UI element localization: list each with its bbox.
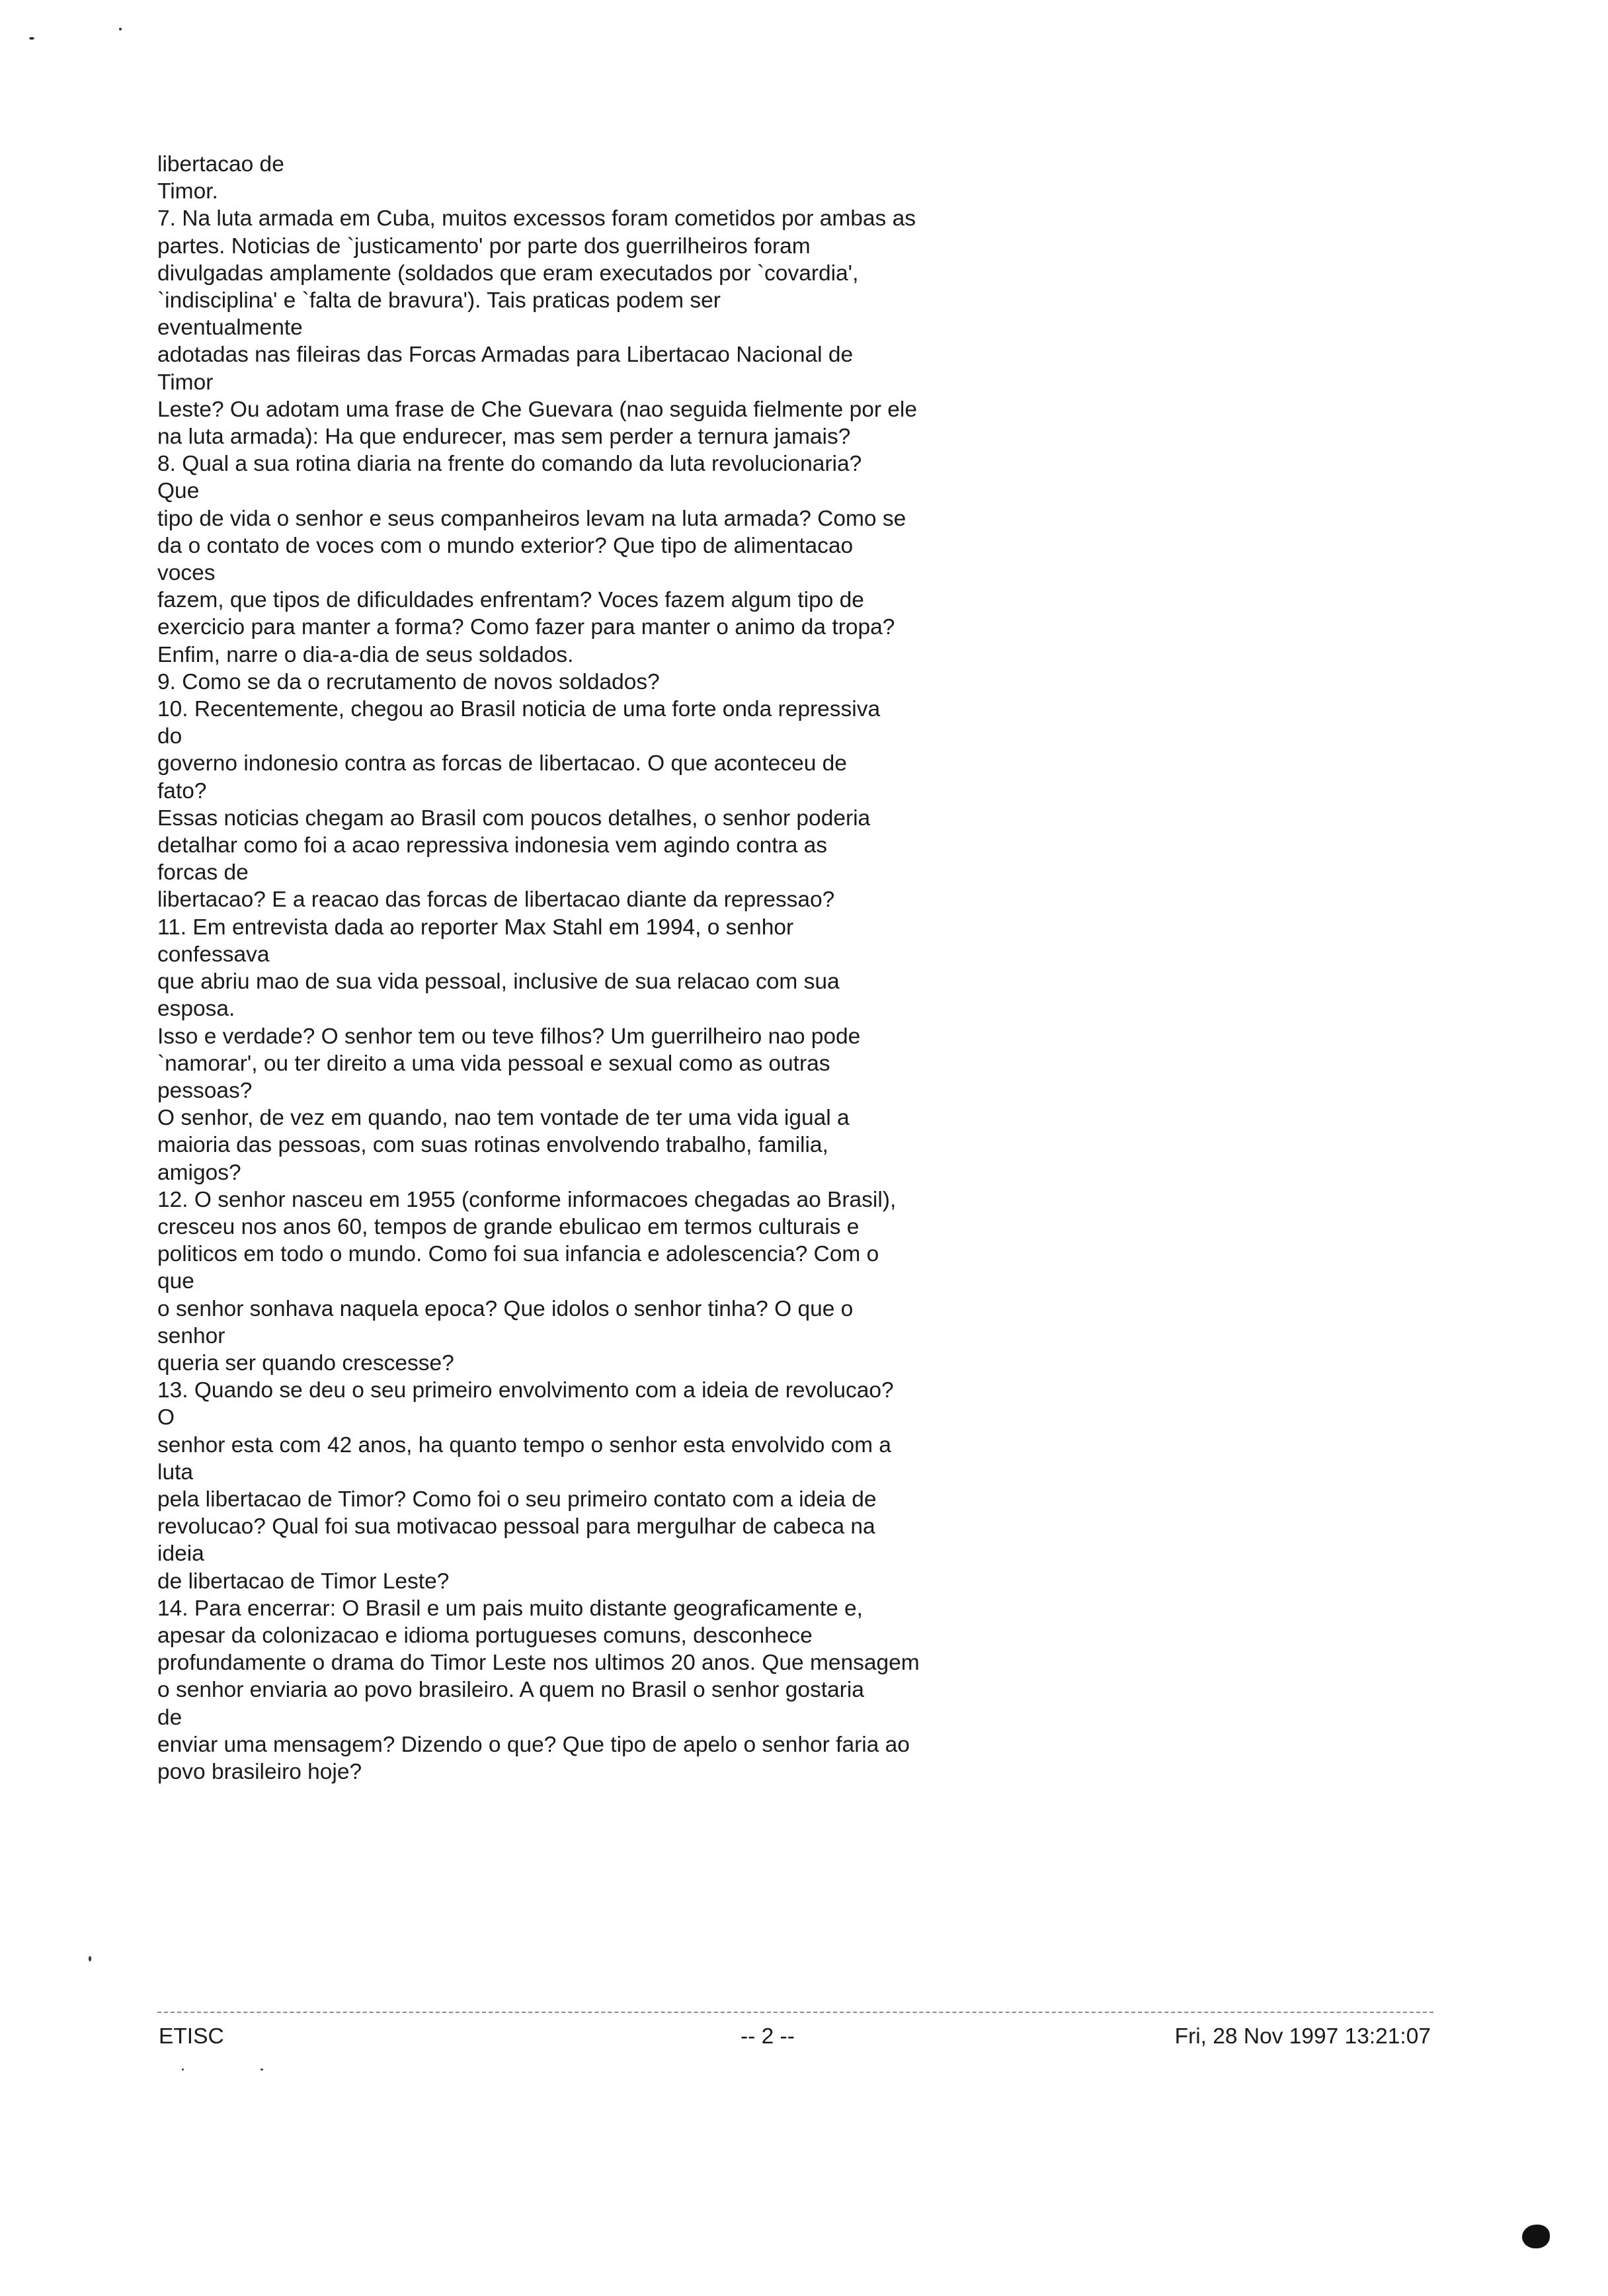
text-line: senhor esta com 42 anos, ha quanto tempo o senhor esta envolvido com a: [157, 1432, 891, 1457]
text-line: tipo de vida o senhor e seus companheiros levam na luta armada? Como se: [157, 506, 906, 531]
text-line: amigos?: [157, 1160, 241, 1185]
page-number: -- 2 --: [741, 2024, 795, 2049]
text-line: ideia: [157, 1541, 204, 1567]
text-line: adotadas nas fileiras das Forcas Armadas para Libertacao Nacional de: [157, 343, 854, 368]
scan-speck: [182, 2069, 184, 2070]
text-line: 14. Para encerrar: O Brasil e um pais muito distante geograficamente e,: [157, 1596, 863, 1621]
scan-speck: [261, 2069, 263, 2070]
text-line: partes. Noticias de `justicamento' por parte dos guerrilheiros foram: [157, 233, 811, 259]
text-line: Enfim, narre o dia-a-dia de seus soldados.: [157, 642, 574, 667]
text-line: 11. Em entrevista dada ao reporter Max Stahl em 1994, o senhor: [157, 915, 794, 940]
text-line: 8. Qual a sua rotina diaria na frente do comando da luta revolucionaria?: [157, 452, 862, 477]
text-line: apesar da colonizacao e idioma portugueses comuns, desconhece: [157, 1623, 813, 1648]
text-line: forcas de: [157, 860, 249, 885]
text-line: na luta armada): Ha que endurecer, mas sem perder a ternura jamais?: [157, 425, 851, 450]
text-line: o senhor enviaria ao povo brasileiro. A quem no Brasil o senhor gostaria: [157, 1678, 864, 1703]
text-line: cresceu nos anos 60, tempos de grande ebulicao em termos culturais e: [157, 1214, 860, 1239]
text-line: queria ser quando crescesse?: [157, 1350, 454, 1375]
text-line: esposa.: [157, 997, 235, 1022]
text-line: profundamente o drama do Timor Leste nos ultimos 20 anos. Que mensagem: [157, 1651, 920, 1676]
text-line: maioria das pessoas, com suas rotinas envolvendo trabalho, familia,: [157, 1133, 828, 1158]
text-line: `indisciplina' e `falta de bravura'). Tais praticas podem ser: [157, 288, 721, 313]
text-line: `namorar', ou ter direito a uma vida pessoal e sexual como as outras: [157, 1051, 830, 1076]
text-line: Timor: [157, 370, 214, 395]
text-line: Isso e verdade? O senhor tem ou teve filhos? Um guerrilheiro nao pode: [157, 1024, 861, 1049]
text-line: confessava: [157, 942, 270, 967]
text-line: libertacao? E a reacao das forcas de libertacao diante da repressao?: [157, 887, 835, 913]
footer-divider: [157, 2012, 1433, 2013]
text-line: Que: [157, 479, 200, 504]
text-line: 13. Quando se deu o seu primeiro envolvimento com a ideia de revolucao?: [157, 1378, 894, 1403]
text-line: pessoas?: [157, 1078, 253, 1103]
text-line: revolucao? Qual foi sua motivacao pessoal para mergulhar de cabeca na: [157, 1514, 875, 1539]
text-line: fato?: [157, 778, 207, 803]
text-line: 12. O senhor nasceu em 1955 (conforme informacoes chegadas ao Brasil),: [157, 1187, 897, 1212]
text-line: Timor.: [157, 179, 218, 204]
text-line: povo brasileiro hoje?: [157, 1759, 362, 1784]
text-line: de: [157, 1705, 182, 1730]
footer-source: ETISC: [159, 2024, 224, 2049]
scan-speck: [29, 37, 34, 40]
text-line: O: [157, 1405, 175, 1430]
text-line: Leste? Ou adotam uma frase de Che Guevara (nao seguida fielmente por ele: [157, 397, 917, 422]
document-body: [157, 151, 1017, 1785]
scan-speck: [89, 1956, 91, 1961]
text-line: 7. Na luta armada em Cuba, muitos excessos foram cometidos por ambas as: [157, 206, 916, 231]
text-line: 10. Recentemente, chegou ao Brasil noticia de uma forte onda repressiva: [157, 697, 881, 722]
text-line: libertacao de: [157, 152, 284, 177]
text-line: luta: [157, 1459, 194, 1485]
text-line: que: [157, 1269, 194, 1294]
text-line: governo indonesio contra as forcas de libertacao. O que aconteceu de: [157, 751, 847, 776]
text-line: do: [157, 724, 182, 749]
text-line: que abriu mao de sua vida pessoal, inclusive de sua relacao com sua: [157, 969, 840, 995]
ink-blot: [1522, 2225, 1550, 2248]
text-line: 9. Como se da o recrutamento de novos soldados?: [157, 669, 660, 694]
text-line: enviar uma mensagem? Dizendo o que? Que tipo de apelo o senhor faria ao: [157, 1732, 910, 1757]
footer-timestamp: Fri, 28 Nov 1997 13:21:07: [1174, 2024, 1431, 2049]
text-line: Essas noticias chegam ao Brasil com poucos detalhes, o senhor poderia: [157, 805, 871, 831]
text-line: voces: [157, 561, 216, 586]
text-line: pela libertacao de Timor? Como foi o seu primeiro contato com a ideia de: [157, 1487, 877, 1512]
text-line: fazem, que tipos de dificuldades enfrentam? Voces fazem algum tipo de: [157, 588, 864, 613]
text-line: eventualmente: [157, 315, 303, 341]
text-line: divulgadas amplamente (soldados que eram executados por `covardia',: [157, 261, 859, 286]
text-line: exercicio para manter a forma? Como fazer para manter o animo da tropa?: [157, 615, 895, 640]
text-line: O senhor, de vez em quando, nao tem vontade de ter uma vida igual a: [157, 1106, 850, 1131]
text-line: da o contato de voces com o mundo exterior? Que tipo de alimentacao: [157, 533, 854, 558]
text-line: de libertacao de Timor Leste?: [157, 1569, 450, 1594]
text-line: politicos em todo o mundo. Como foi sua infancia e adolescencia? Com o: [157, 1242, 879, 1267]
text-line: o senhor sonhava naquela epoca? Que idolos o senhor tinha? O que o: [157, 1296, 854, 1321]
text-line: detalhar como foi a acao repressiva indonesia vem agindo contra as: [157, 833, 828, 858]
scan-speck: [119, 28, 122, 30]
text-line: senhor: [157, 1323, 225, 1348]
